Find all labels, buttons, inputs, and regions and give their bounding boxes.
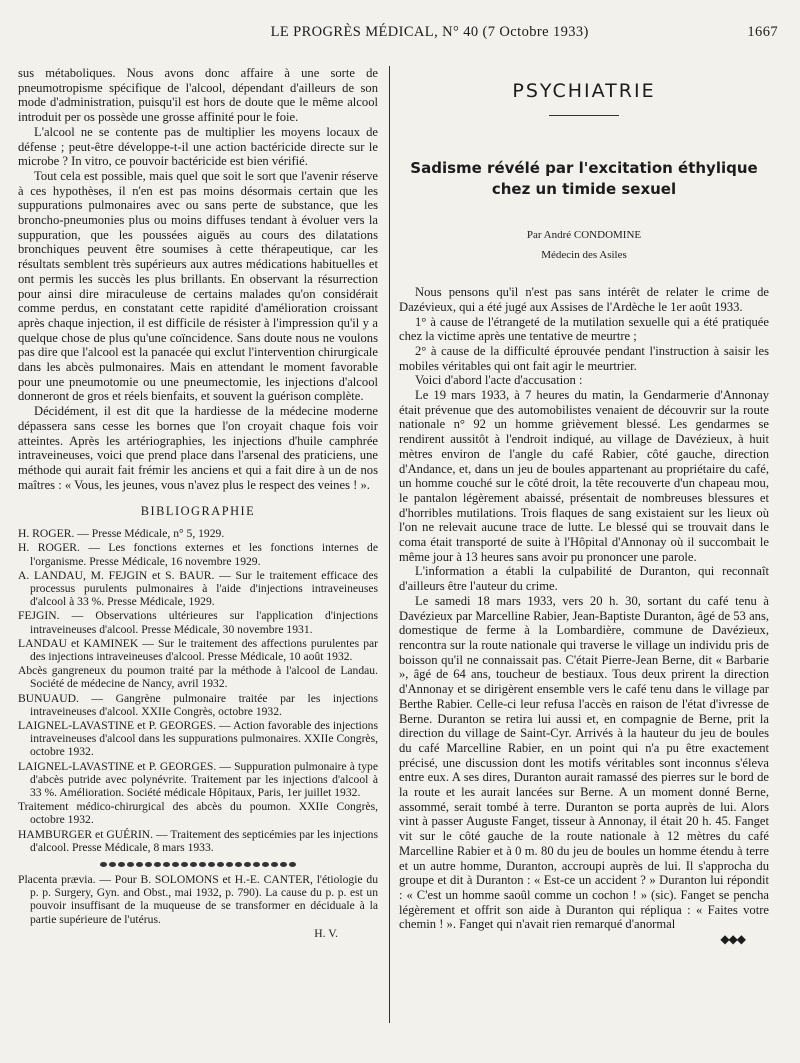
bibliography-entry: Abcès gangreneux du poumon traité par la méthode à l'alcool de Landau. Société de médecine de Nancy, avril 1932. <box>18 664 378 691</box>
bibliography-entry: A. LANDAU, M. FEJGIN et S. BAUR. — Sur le traitement efficace des processus purulents pulmonaires à l'aide d'injections intraveineuses d'alcool à 33 %. Presse Médicale, 1929. <box>18 568 378 609</box>
author-role: Médecin des Asiles <box>541 249 627 262</box>
journal-title: LE PROGRÈS MÉDICAL, N° 40 (7 Octobre 1933) <box>270 24 589 40</box>
left-paragraph: Tout cela est possible, mais quel que soit le sort que l'avenir réserve à ces hypothèses, il n'en est pas moins désormais certain que les suppurations pulmonaires avec ou sans perte de substance, que les broncho-pneumonies plus ou moins diffuses tendant à évoluer vers la suppuration, que les poussées aiguës au cours des dilatations bronchiques peuvent être soumises à cette thérapeutique, car les résultats semblent très supérieurs aux autres médications habituelles et ont permis les succès les plus brillants. En observant la résurrection pour ainsi dire miraculeuse de certains malades qu'on considérait comme perdus, en constatant cette rapidité d'amélioration croissant après chaque injection, il est difficile de résister à l'impression qu'il y a quelque chose de plus qu'une coïncidence. Sans doute nous ne voulons pas dire que l'alcool est la panacée qui exclut l'intervention chirurgicale dans les abcès pulmonaires. Mais en attendant le moment favorable pour une pneumotomie ou une pneumectomie, les injections d'alcool donneront de gros et réels bienfaits, et souvent la guérison complète. <box>18 168 378 404</box>
left-column <box>18 66 378 941</box>
left-paragraph: L'alcool ne se contente pas de multiplier les moyens locaux de défense ; peut-être développe-t-il une action bactéricide directe sur le microbe ? In vitro, ce pouvoir bactéricide est bien vérifié. <box>18 124 378 169</box>
right-paragraph: L'information a établi la culpabilité de Duranton, qui reconnaît d'ailleurs être l'auteur du crime. <box>399 564 769 594</box>
bibliography-entry: LANDAU et KAMINEK — Sur le traitement des affections purulentes par des injections intraveineuses d'alcool. Presse Médicale, 10 août 1932. <box>18 636 378 663</box>
ornament-separator <box>18 862 378 867</box>
right-paragraph: Voici d'abord l'acte d'accusation : <box>415 373 583 388</box>
placenta-note: Placenta prævia. — Pour B. SOLOMONS et H.-E. CANTER, l'étiologie du p. p. Surgery, Gyn. and Obst., mai 1932, p. 790). La cause du p. p. est un pouvoir insuffisant de la muqueuse de se transformer en déciduale à la partie supérieure de l'utérus. <box>18 872 378 926</box>
bibliography-entry: H. ROGER. — Les fonctions externes et les fonctions internes de l'organisme. Presse Médicale, 16 novembre 1929. <box>18 541 378 568</box>
right-paragraph: Le 19 mars 1933, à 7 heures du matin, la Gendarmerie d'Annonay était prévenue que des automobilistes venaient de découvrir sur la route nationale n° 92 un homme grièvement blessé. Les gendarmes se rendirent aussitôt à l'endroit indiqué, au village de Davézieux, à huit mètres environ de l'angle du café Rabier, côté gauche, direction d'Andance, et, dans un jeu de boules appartenant au propriétaire du café, un homme couché sur le côté droit, la tête recouverte d'un chapeau mou, le pantalon légèrement abaissé, présentait de nombreuses blessures et d'horribles mutilations. Trois flaques de sang existaient sur les lieux où l'on ne relevait aucune trace de lutte. Le blessé qui se trouvait dans le coma était transporté de suite à l'Hôpital d'Annonay où il succombait le même jour à 13 heures sans avoir pu prononcer une parole. <box>399 388 769 564</box>
article-title-line: Sadisme révélé par l'excitation éthylique <box>410 158 758 177</box>
bibliography-heading: BIBLIOGRAPHIE <box>140 504 256 519</box>
note-signature: H. V. <box>314 926 338 940</box>
bibliography-entry: Traitement médico-chirurgical des abcès du poumon. XXIIe Congrès, octobre 1932. <box>18 800 378 827</box>
section-title: PSYCHIATRIE <box>512 80 656 102</box>
left-paragraph: sus métaboliques. Nous avons donc affaire à une sorte de pneumotropisme spécifique de l'alcool, dépendant d'ailleurs de son mode d'administration, puisqu'il est hors de doute que le même alcool introduit per os possède une grosse affinité pour le foie. <box>18 66 378 125</box>
article-title-line: chez un timide sexuel <box>491 179 677 198</box>
bibliography-entry: FEJGIN. — Observations ultérieures sur l'application d'injections intraveineuses d'alcool. Presse Médicale, 30 novembre 1931. <box>18 609 378 636</box>
right-paragraph: Le samedi 18 mars 1933, vers 20 h. 30, sortant du café tenu à Davézieux par Marcelline Rabier, Jean-Baptiste Duranton, âgé de 53 ans, domestique de ferme à la Lombardière, commune de Davézieux, rencontra sur la route nationale qui traverse le village un individu pris de boisson qu'il ne connaissait pas. C'était Pierre-Jean Berne, dit « Barbarie », âgé de 64 ans, toucheur de bestiaux. Tous deux prirent la direction d'Annonay et se dirigèrent ensemble vers le café tenu dans le village par Berthe Rabier. Celle-ci leur refusa l'accès en raison de l'état d'ivresse de Berne. Duranton se retira lui aussi et, en compagnie de Berne, prit la direction du village de Saint-Cyr. Arrivés à la hauteur du jeu de boules du café Marcelline Rabier, en un point qui n'a pu être exactement précisé, une discussion dont les motifs véritables sont inconnus s'éleva entre eux. A ses dires, Duranton aurait ramassé des pierres sur le bord de la route et les aurait lancées sur Berne. A un moment donné Berne, assommé, serait tombé à terre. Duranton se porta auprès de lui. Alors vint à passer Auguste Fanget, tisseur à Annonay, il était 20 h. 45. Fanget vit sur le côté gauche de la route nationale à 12 mètres du café Marcelline Rabier et à 0 m. 80 du jeu de boules un homme étendu à terre et un autre homme, Duranton, accroupi auprès de lui. Il s'approcha du groupe et dit à Duranton : « Est-ce un accident ? » Duranton lui répondit : « C'est un homme saoûl comme un cochon ! » (sic). Fanget se pencha légèrement et offrit son aide à Duranton qui répliqua : « Faites votre chemin ! ». Fanget qui n'avait rien remarqué d'anormal <box>399 593 769 932</box>
bibliography-list <box>18 527 378 940</box>
bibliography-entry: HAMBURGER et GUÉRIN. — Traitement des septicémies par les injections d'alcool. Presse Médicale, 8 mars 1933. <box>18 827 378 854</box>
article-author: Par André CONDOMINE <box>526 228 642 241</box>
end-ornament: ◆◆◆ <box>720 932 745 947</box>
right-paragraph: Nous pensons qu'il n'est pas sans intérêt de relater le crime de Dazévieux, qui a été jugé aux Assises de l'Ardèche le 1er août 1933. <box>399 285 769 314</box>
right-paragraph: 2° à cause de la difficulté éprouvée pendant l'instruction à saisir les mobiles véritables qui ont fait agir le meurtrier. <box>399 343 769 373</box>
title-rule <box>549 115 619 116</box>
running-header <box>22 24 778 48</box>
right-paragraph: 1° à cause de l'étrangeté de la mutilation sexuelle qui a été pratiquée chez la victime après une tentative de meurtre ; <box>399 314 769 344</box>
page-number: 1667 <box>747 24 778 40</box>
bibliography-entry: LAIGNEL-LAVASTINE et P. GEORGES. — Action favorable des injections intraveineuses d'alcool dans les suppurations pulmonaires. XXIIe Congrès, octobre 1932. <box>18 718 378 759</box>
column-divider <box>389 66 390 1023</box>
right-column <box>399 66 769 947</box>
bibliography-entry: LAIGNEL-LAVASTINE et P. GEORGES. — Suppuration pulmonaire à type d'abcès putride avec polynévrite. Traitement par les injections d'alcool à 33 %. Amélioration. Société médicale Hôpitaux, Paris, 1er juillet 1932. <box>18 759 378 799</box>
article-title <box>399 158 769 200</box>
bibliography-entry: BUNUAUD. — Gangrène pulmonaire traitée par les injections intraveineuses d'alcool. XXIIe Congrès, octobre 1932. <box>18 691 378 718</box>
left-paragraph: Décidément, il est dit que la hardiesse de la médecine moderne dépassera sans cesse les bornes que l'on croyait chaque fois voir atteintes. Après les artériographies, les injections d'huile camphrée intraveineuses, voici que prend place dans l'arsenal des praticiens, une méthode qui aurait fait frémir les anciens et qui a fait dire à un de nos maîtres : « Vous, les jeunes, vous n'avez plus le respect des veines ! ». <box>18 404 378 492</box>
bibliography-entry: H. ROGER. — Presse Médicale, n° 5, 1929. <box>18 527 225 541</box>
